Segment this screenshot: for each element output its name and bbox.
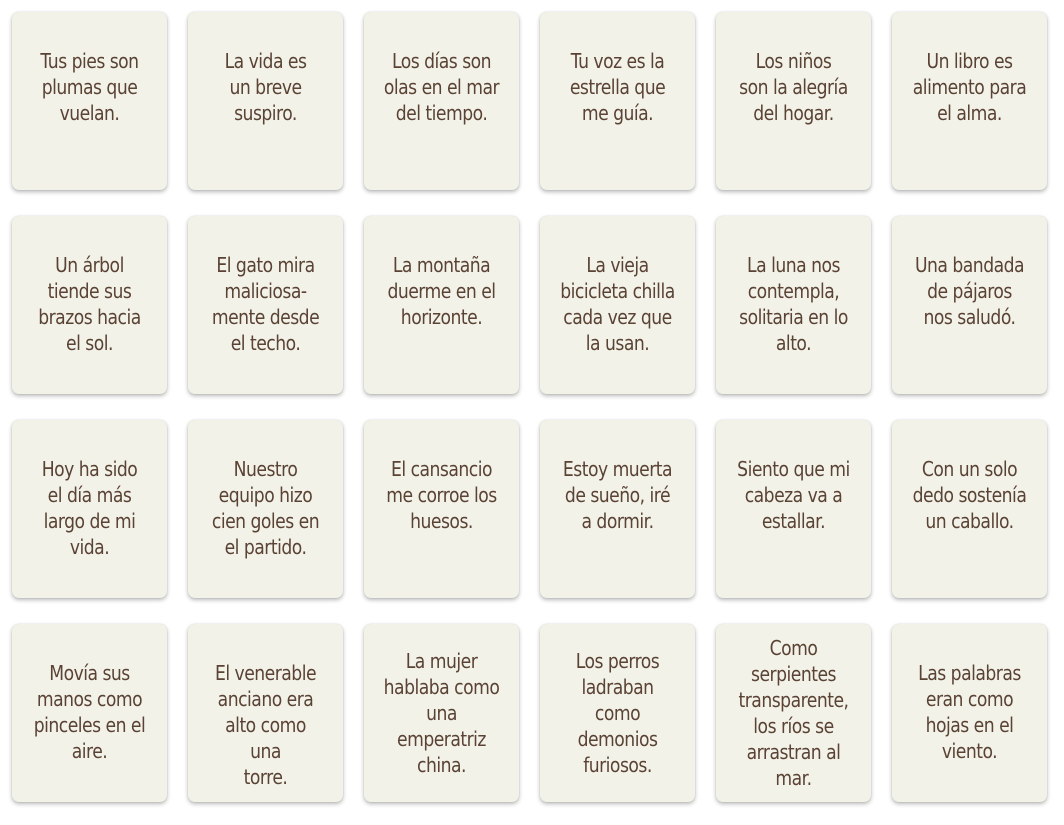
- phrase-card[interactable]: [12, 216, 167, 394]
- card-text: Una bandada de pájaros nos saludó.: [914, 253, 1025, 329]
- card-text: Tu voz es la estrella que me guía.: [569, 49, 666, 125]
- phrase-card[interactable]: [12, 420, 167, 598]
- card-text: Los niños son la alegría del hogar.: [739, 49, 848, 125]
- card-text: Un árbol tiende sus brazos hacia el sol.: [38, 253, 141, 355]
- card-text: Hoy ha sido el día más largo de mi vida.: [41, 457, 138, 559]
- phrase-card[interactable]: [892, 624, 1047, 802]
- phrase-card[interactable]: [892, 216, 1047, 394]
- card-text: Los perros ladraban como demonios furiosos.: [575, 649, 660, 777]
- card-text: Como serpientes transparente, los ríos se arrastran al mar.: [738, 636, 849, 790]
- card-text: La montaña duerme en el horizonte.: [387, 253, 496, 329]
- phrase-card[interactable]: [716, 216, 871, 394]
- card-text: La vieja bicicleta chilla cada vez que la usan.: [560, 253, 675, 355]
- phrase-card[interactable]: [540, 624, 695, 802]
- phrase-card[interactable]: [188, 420, 343, 598]
- phrase-card[interactable]: [540, 12, 695, 190]
- card-text: La vida es un breve suspiro.: [224, 49, 307, 125]
- card-text: Los días son olas en el mar del tiempo.: [383, 49, 500, 125]
- phrase-card[interactable]: [716, 624, 871, 802]
- phrase-card[interactable]: [716, 420, 871, 598]
- card-grid: [12, 12, 1047, 802]
- phrase-card[interactable]: [188, 12, 343, 190]
- card-text: Un libro es alimento para el alma.: [912, 49, 1027, 125]
- card-text: La luna nos contempla, solitaria en lo alto.: [739, 253, 848, 355]
- phrase-card[interactable]: [12, 624, 167, 802]
- phrase-card[interactable]: [892, 420, 1047, 598]
- phrase-card[interactable]: [892, 12, 1047, 190]
- phrase-card[interactable]: [188, 216, 343, 394]
- phrase-card[interactable]: [188, 624, 343, 802]
- phrase-card[interactable]: [364, 624, 519, 802]
- card-text: Tus pies son plumas que vuelan.: [40, 49, 139, 125]
- card-text: El gato mira maliciosa- mente desde el techo.: [211, 253, 320, 355]
- phrase-card[interactable]: [540, 216, 695, 394]
- phrase-card[interactable]: [364, 12, 519, 190]
- card-text: La mujer hablaba como una emperatriz china.: [383, 649, 500, 777]
- phrase-card[interactable]: [364, 216, 519, 394]
- phrase-card[interactable]: [716, 12, 871, 190]
- phrase-card[interactable]: [540, 420, 695, 598]
- phrase-card[interactable]: [12, 12, 167, 190]
- card-text: Las palabras eran como hojas en el viento.: [918, 661, 1021, 763]
- card-text: Nuestro equipo hizo cien goles en el partido.: [211, 457, 320, 559]
- card-text: Siento que mi cabeza va a estallar.: [737, 457, 850, 533]
- card-text: Movía sus manos como pinceles en el aire.: [33, 661, 146, 763]
- card-text: El cansancio me corroe los huesos.: [386, 457, 497, 533]
- phrase-card[interactable]: [364, 420, 519, 598]
- card-text: Estoy muerta de sueño, iré a dormir.: [562, 457, 673, 533]
- card-text: El venerable anciano era alto como una torre.: [214, 661, 317, 789]
- card-text: Con un solo dedo sostenía un caballo.: [912, 457, 1027, 533]
